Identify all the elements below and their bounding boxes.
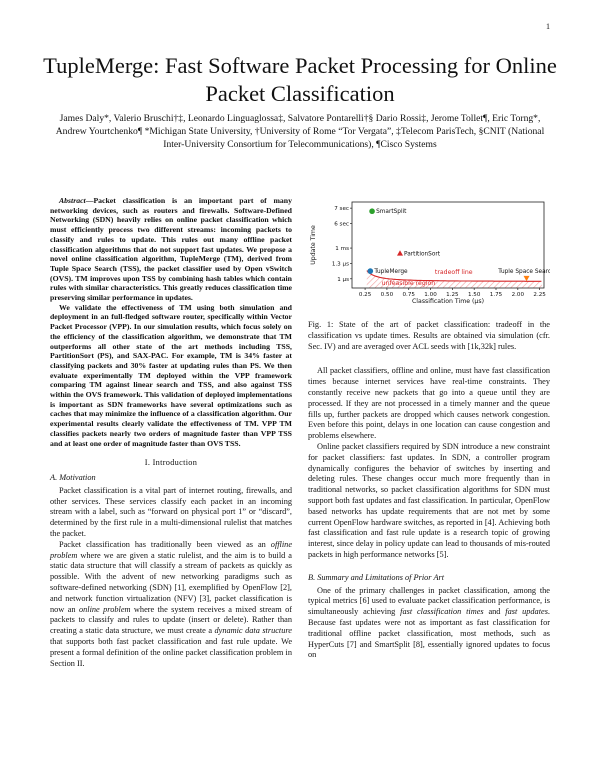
abstract <box>50 196 292 448</box>
abstract-para-1 <box>50 196 292 303</box>
y-tick-label: 7 sec <box>334 206 349 213</box>
emphasis-fast-classification: fast classification times <box>400 607 484 617</box>
y-tick-label: 1.3 μs <box>331 261 349 268</box>
left-column <box>50 196 292 669</box>
intro-para-1: Packet classification is a vital part of internet routing, firewalls, and other services. These services classify each packet in an incoming stream with a label, such as “forward on physical port 1” or “discard”, determined by the first rule in a multi-dimensional rulelist that matches the packet. <box>50 485 292 539</box>
tradeoff-chart <box>308 196 550 314</box>
emphasis-fast-updates: fast updates <box>505 607 548 617</box>
y-tick-label: 1 ms <box>335 246 349 253</box>
tradeoff-line-label: tradeoff line <box>434 268 473 276</box>
abstract-label: Abstract <box>59 196 86 205</box>
point-smartsplit <box>369 208 375 214</box>
author-list: James Daly*, Valerio Bruschi†‡, Leonardo Linguaglossa‡, Salvatore Pontarelli†§ Dario Rossi‡, Jerome Tollet¶, Eric Torng*, Andrew Yourtchenko¶ *Michigan State University, †University of Rome “Tor Vergata”, ‡Telecom ParisTech, §CNIT (National Inter-University Consortium for Telecommunications), ¶Cisco Systems <box>55 113 545 150</box>
figure-1-caption: Fig. 1: State of the art of packet classification: tradeoff in the classification vs update times. Results are obtained via simulation (cfr. Sec. IV) and are averaged over ACL seeds with [1k,32k] rules. <box>308 320 550 351</box>
emphasis-dynamic-data-structure: dynamic data structure <box>214 626 292 636</box>
x-tick-label: 1.75 <box>489 292 503 298</box>
point-label-tuplemerge: TupleMerge <box>374 269 408 276</box>
y-axis-label: Update Time <box>310 225 317 265</box>
x-tick-label: 2.00 <box>511 292 525 298</box>
emphasis-offline-problem: offline problem <box>50 539 292 560</box>
x-tick-label: 2.25 <box>533 292 546 298</box>
page-number: 1 <box>546 22 550 31</box>
point-tuplemerge <box>368 268 374 274</box>
point-label-tuple-space-search: Tuple Space Search <box>498 269 550 276</box>
emphasis-online-problem: online problem <box>78 604 131 614</box>
section-heading-introduction: I. Introduction <box>144 458 198 468</box>
x-tick-label: 1.50 <box>467 292 481 298</box>
unfeasible-region-label: unfeasible region <box>381 280 436 288</box>
x-tick-label: 0.50 <box>380 292 394 298</box>
x-tick-label: 0.75 <box>402 292 415 298</box>
paper-title: TupleMerge: Fast Software Packet Processing for Online Packet Classification <box>43 53 557 106</box>
point-label-partitionsort: PartitionSort <box>404 251 441 258</box>
right-para-1: All packet classifiers, offline and online, must have fast classification times because internet services have real-time constraints. They constantly receive new packets that go into a queue until they are processed. If they are not processed in a timely manner and the queue fills up, further packets are dropped which causes network congestion. Even before this point, delays in one location can cause congestion and problems elsewhere. <box>308 366 550 441</box>
point-partitionsort <box>397 250 403 255</box>
right-para-3: One of the primary challenges in packet classification, among the typical metrics [6] used to evaluate packet classification performance, is simultaneously achieving fast classification times and fast updates. Because fast updates were not as important as fast classification for traditional offline packet classification, most methods, such as HyperCuts [7] and SmartSplit [8], essentially ignored updates to focus on <box>308 585 550 660</box>
right-column <box>308 196 550 661</box>
x-axis-label: Classification Time (μs) <box>411 298 485 305</box>
y-tick-label: 6 sec <box>334 221 349 228</box>
abstract-para-2: We validate the effectiveness of TM using both simulation and deployment in an full-fledged software router, specifically within Vector Packet Processor (VPP). In our simulation results, which focus solely on the efficiency of the classification algorithm, we demonstrate that TM outperforms all other state of the art methods including TSS, PartitionSort (PS), and SAX-PAC. For example, TM is 34% faster at classifying packets and 30% faster at updating rules than PS. We then evaluate experimentally TM deployed within the VPP framework comparing TM against linear search and TSS, and also against TSS within the OVS framework. This validation of deployed implementations is important as SDN frameworks have several optimizations such as caches that may minimize the influence of a classification algorithm. Our experimental results clearly validate the effectiveness of TM. VPP TM classifies packets nearly two orders of magnitude faster than VPP TSS and at least one order of magnitude faster than OVS TSS. <box>50 302 292 448</box>
point-tuple-space-search <box>524 276 530 281</box>
subsection-heading-prior-art: B. Summary and Limitations of Prior Art <box>308 572 445 582</box>
right-para-2: Online packet classifiers required by SDN introduce a new constraint for packet classifiers: fast updates. In SDN, a controller program dynamically configures the behavior of switches by inserting and deleting rules. These changes occur much more frequently than in traditional networks, so packet classification algorithms for SDN must support both fast updates and fast classification. In particular, OpenFlow based networks has update requirements that are not met by some current OpenFlow hardware switches, as reported in [4]. Achieving both fast classification and fast rule update is a research topic of growing interest, since delay in policy update can lead to thousands of mis-routed packets in high performance networks [5]. <box>308 441 550 559</box>
intro-para-2: Packet classification has traditionally been viewed as an offline problem where we are given a static rulelist, and the aim is to build a static data structure that will classify a stream of packets as quickly as possible. With the advent of new networking paradigms such as software-defined networking (SDN) [1], exemplified by OpenFlow [2], and network function virtualization (NFV) [3], packet classification is now an online problem where the system receives a mixed stream of packets to classify and rules to update (insert or delete). Rather than creating a static data structure, we must create a dynamic data structure that supports both fast packet classification and fast rule update. We present a formal definition of the online packet classification problem in Section II. <box>50 539 292 668</box>
abstract-text-1: —Packet classification is an important part of many networking devices, such as routers and firewalls. Software-Defined Networking (SDN) heavily relies on online packet classification which must efficiently process two different streams: incoming packets to classify and rules to update. This rules out many offline packet classification algorithms that do not support fast updates. We propose a novel online classification algorithm, TupleMerge (TM), derived from Tuple Space Search (TSS), the packet classifier used by Open vSwitch (OVS). TM improves upon TSS by combining hash tables which contain rules with similar characteristics. This greatly reduces classification time preserving similar performance in updates. <box>50 196 292 303</box>
x-tick-label: 1.00 <box>424 292 437 298</box>
subsection-heading-motivation: A. Motivation <box>50 473 96 483</box>
y-tick-label: 1 μs <box>337 276 349 283</box>
x-tick-label: 0.25 <box>358 292 372 298</box>
point-label-smartsplit: SmartSplit <box>376 209 407 216</box>
x-tick-label: 1.25 <box>446 292 459 298</box>
figure-1 <box>308 196 550 314</box>
